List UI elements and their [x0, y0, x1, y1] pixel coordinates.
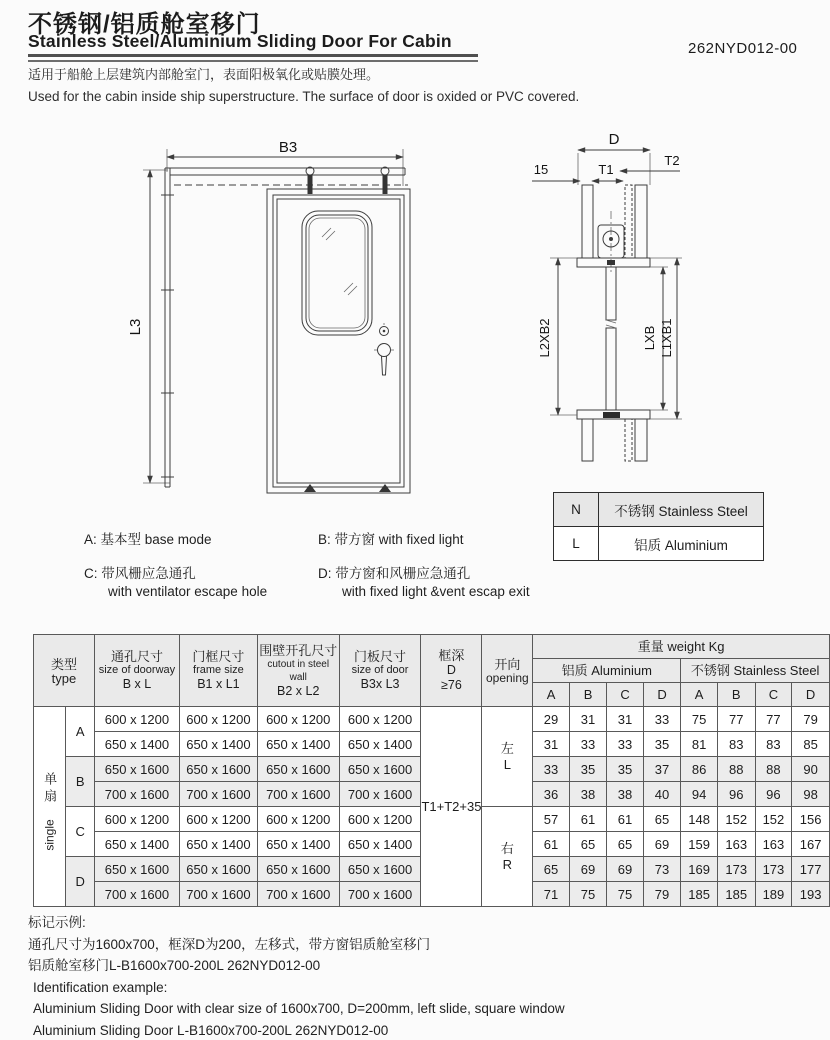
legend-code: N	[554, 493, 599, 527]
mode-a-line1: A: 基本型 base mode	[84, 532, 212, 547]
material-legend	[553, 492, 764, 561]
mode-b-label	[318, 531, 464, 549]
opening-left-cn: 左	[500, 740, 514, 756]
mode-a-label	[84, 531, 212, 549]
description-en: Used for the cabin inside ship superstructure. The surface of door is oxided or PVC covered.	[28, 89, 580, 104]
weight-cell: 31	[569, 707, 606, 732]
size-cell: 600 x 1200	[339, 707, 421, 732]
leaf-type-cn: 单扇	[42, 771, 58, 806]
weight-cell: 77	[755, 707, 792, 732]
weight-cell: 35	[643, 732, 680, 757]
weight-cell: 96	[755, 782, 792, 807]
page-title-en: Stainless Steel/Aluminium Sliding Door For Cabin	[28, 31, 452, 51]
size-cell: 700 x 1600	[179, 882, 257, 907]
opening-right-en: R	[502, 856, 513, 872]
weight-cell: 173	[717, 857, 755, 882]
header-weight-col: D	[643, 683, 680, 707]
front-view-drawing	[60, 125, 480, 515]
weight-cell: 35	[569, 757, 606, 782]
example-title-cn: 标记示例:	[28, 915, 86, 930]
header-door-size: 门板尺寸 size of door B3x L3	[339, 635, 421, 707]
weight-cell: 77	[717, 707, 755, 732]
size-cell: 650 x 1600	[94, 857, 179, 882]
size-cell: 650 x 1600	[257, 857, 339, 882]
weight-cell: 69	[569, 857, 606, 882]
weight-cell: 152	[755, 807, 792, 832]
weight-cell: 73	[643, 857, 680, 882]
weight-cell: 65	[643, 807, 680, 832]
weight-cell: 156	[792, 807, 830, 832]
dim-l1b1-label: L1XB1	[659, 318, 674, 358]
weight-cell: 90	[792, 757, 830, 782]
depth-cell: T1+T2+35	[421, 707, 482, 907]
weight-cell: 85	[792, 732, 830, 757]
example-title-en: Identification example:	[33, 979, 168, 995]
mode-c-line2: with ventilator escape hole	[108, 584, 268, 599]
opening-right-cn: 右	[500, 840, 514, 856]
weight-cell: 167	[792, 832, 830, 857]
size-cell: 650 x 1600	[94, 757, 179, 782]
dim-l2b2-label: L2XB2	[537, 318, 552, 358]
mode-c-label	[84, 565, 267, 601]
weight-cell: 31	[533, 732, 570, 757]
weight-cell: 193	[792, 882, 830, 907]
size-cell: 650 x 1400	[257, 832, 339, 857]
type-cell: A	[66, 707, 95, 757]
dim-b3-label: B3	[278, 139, 298, 156]
description-cn: 适用于船舱上层建筑内部舱室门，表面阳极氧化或贴膜处理。	[28, 67, 380, 82]
weight-cell: 86	[681, 757, 718, 782]
dim-t2-label: T2	[664, 153, 680, 168]
weight-cell: 163	[717, 832, 755, 857]
legend-row-stainless	[554, 493, 764, 527]
header-weight-col: B	[717, 683, 755, 707]
legend-label: 铝质 Aluminium	[599, 527, 764, 561]
weight-cell: 79	[643, 882, 680, 907]
weight-cell: 38	[607, 782, 644, 807]
header-frame: 门框尺寸 frame size B1 x L1	[179, 635, 257, 707]
weight-cell: 75	[681, 707, 718, 732]
header-depth: 框深 D ≥76	[421, 635, 482, 707]
type-cell: B	[66, 757, 95, 807]
weight-cell: 38	[569, 782, 606, 807]
size-cell: 600 x 1200	[257, 807, 339, 832]
size-cell: 650 x 1600	[179, 757, 257, 782]
legend-code: L	[554, 527, 599, 561]
legend-row-aluminium	[554, 527, 764, 561]
weight-cell: 177	[792, 857, 830, 882]
weight-cell: 57	[533, 807, 570, 832]
weight-cell: 152	[717, 807, 755, 832]
dim-l3-label: L3	[127, 318, 144, 336]
size-cell: 650 x 1600	[257, 757, 339, 782]
size-cell: 650 x 1400	[179, 832, 257, 857]
weight-cell: 79	[792, 707, 830, 732]
weight-cell: 35	[607, 757, 644, 782]
header-doorway: 通孔尺寸 size of doorway B x L	[94, 635, 179, 707]
document-number: 262NYD012-00	[688, 40, 798, 57]
weight-cell: 71	[533, 882, 570, 907]
weight-cell: 189	[755, 882, 792, 907]
size-cell: 650 x 1400	[94, 832, 179, 857]
size-cell: 650 x 1400	[339, 832, 421, 857]
weight-cell: 29	[533, 707, 570, 732]
mode-c-line1: C: 带风栅应急通孔	[84, 566, 196, 581]
weight-cell: 148	[681, 807, 718, 832]
weight-cell: 96	[717, 782, 755, 807]
size-cell: 700 x 1600	[94, 882, 179, 907]
legend-label: 不锈钢 Stainless Steel	[599, 493, 764, 527]
size-cell: 600 x 1200	[339, 807, 421, 832]
size-cell: 700 x 1600	[339, 782, 421, 807]
weight-cell: 81	[681, 732, 718, 757]
size-cell: 600 x 1200	[94, 807, 179, 832]
size-cell: 650 x 1400	[257, 732, 339, 757]
weight-cell: 159	[681, 832, 718, 857]
weight-cell: 88	[717, 757, 755, 782]
mode-d-label	[318, 565, 530, 601]
leaf-type-cell	[34, 707, 66, 907]
header-weight-col: A	[533, 683, 570, 707]
title-underline	[28, 54, 478, 62]
weight-cell: 83	[755, 732, 792, 757]
weight-cell: 75	[607, 882, 644, 907]
dim-15-label: 15	[533, 162, 549, 177]
example-line2-cn: 铝质舱室移门L-B1600x700-200L 262NYD012-00	[28, 958, 321, 973]
weight-cell: 185	[681, 882, 718, 907]
size-cell: 650 x 1600	[339, 857, 421, 882]
dim-d-label: D	[608, 131, 620, 148]
identification-example	[28, 912, 565, 1040]
weight-cell: 83	[717, 732, 755, 757]
size-cell: 600 x 1200	[179, 707, 257, 732]
weight-cell: 69	[643, 832, 680, 857]
weight-cell: 33	[607, 732, 644, 757]
example-line1-cn: 通孔尺寸为1600x700，框深D为200，左移式，带方窗铝质舱室移门	[28, 936, 431, 952]
header-weight-col: C	[607, 683, 644, 707]
size-cell: 650 x 1400	[94, 732, 179, 757]
mode-d-line2: with fixed light &vent escap exit	[342, 584, 530, 599]
weight-cell: 61	[607, 807, 644, 832]
weight-cell: 169	[681, 857, 718, 882]
size-cell: 700 x 1600	[257, 782, 339, 807]
dim-t1-label: T1	[598, 162, 614, 177]
header-opening: 开向 opening	[482, 635, 533, 707]
opening-left-cell	[482, 707, 533, 807]
opening-right-cell	[482, 807, 533, 907]
size-cell: 700 x 1600	[179, 782, 257, 807]
weight-cell: 33	[643, 707, 680, 732]
header-cutout: 围壁开孔尺寸 cutout in steel wall B2 x L2	[257, 635, 339, 707]
size-cell: 650 x 1600	[339, 757, 421, 782]
spec-table	[33, 634, 830, 907]
example-line1-en: Aluminium Sliding Door with clear size of 1600x700, D=200mm, left slide, square window	[33, 1001, 565, 1016]
size-cell: 650 x 1600	[179, 857, 257, 882]
mode-d-line1: D: 带方窗和风栅应急通孔	[318, 566, 471, 581]
example-line2-en: Aluminium Sliding Door L-B1600x700-200L 262NYD012-00	[33, 1022, 389, 1038]
header-type: 类型 type	[34, 635, 95, 707]
size-cell: 650 x 1400	[179, 732, 257, 757]
type-cell: C	[66, 807, 95, 857]
weight-cell: 40	[643, 782, 680, 807]
weight-cell: 185	[717, 882, 755, 907]
weight-cell: 61	[569, 807, 606, 832]
header-weight-col: C	[755, 683, 792, 707]
header-weight-col: A	[681, 683, 718, 707]
section-view-drawing	[530, 125, 700, 485]
weight-cell: 98	[792, 782, 830, 807]
size-cell: 700 x 1600	[339, 882, 421, 907]
weight-cell: 69	[607, 857, 644, 882]
weight-cell: 31	[607, 707, 644, 732]
type-cell: D	[66, 857, 95, 907]
header-aluminium: 铝质 Aluminium	[533, 659, 681, 683]
weight-cell: 65	[533, 857, 570, 882]
table-row	[34, 707, 830, 732]
mode-b-line1: B: 带方窗 with fixed light	[318, 532, 464, 547]
weight-cell: 65	[569, 832, 606, 857]
weight-cell: 33	[533, 757, 570, 782]
size-cell: 600 x 1200	[179, 807, 257, 832]
header-weight: 重量 weight Kg	[533, 635, 830, 659]
weight-cell: 75	[569, 882, 606, 907]
dim-lxb-label: LXB	[642, 325, 657, 351]
size-cell: 700 x 1600	[94, 782, 179, 807]
size-cell: 600 x 1200	[257, 707, 339, 732]
weight-cell: 173	[755, 857, 792, 882]
weight-cell: 37	[643, 757, 680, 782]
opening-left-en: L	[503, 756, 511, 772]
size-cell: 700 x 1600	[257, 882, 339, 907]
header-weight-col: D	[792, 683, 830, 707]
weight-cell: 94	[681, 782, 718, 807]
leaf-type-en: single	[42, 818, 57, 851]
header-stainless: 不锈钢 Stainless Steel	[681, 659, 830, 683]
weight-cell: 61	[533, 832, 570, 857]
weight-cell: 36	[533, 782, 570, 807]
page-title-cn: 不锈钢/铝质舱室移门	[28, 11, 261, 38]
weight-cell: 65	[607, 832, 644, 857]
size-cell: 650 x 1400	[339, 732, 421, 757]
header-weight-col: B	[569, 683, 606, 707]
weight-cell: 163	[755, 832, 792, 857]
weight-cell: 33	[569, 732, 606, 757]
weight-cell: 88	[755, 757, 792, 782]
size-cell: 600 x 1200	[94, 707, 179, 732]
